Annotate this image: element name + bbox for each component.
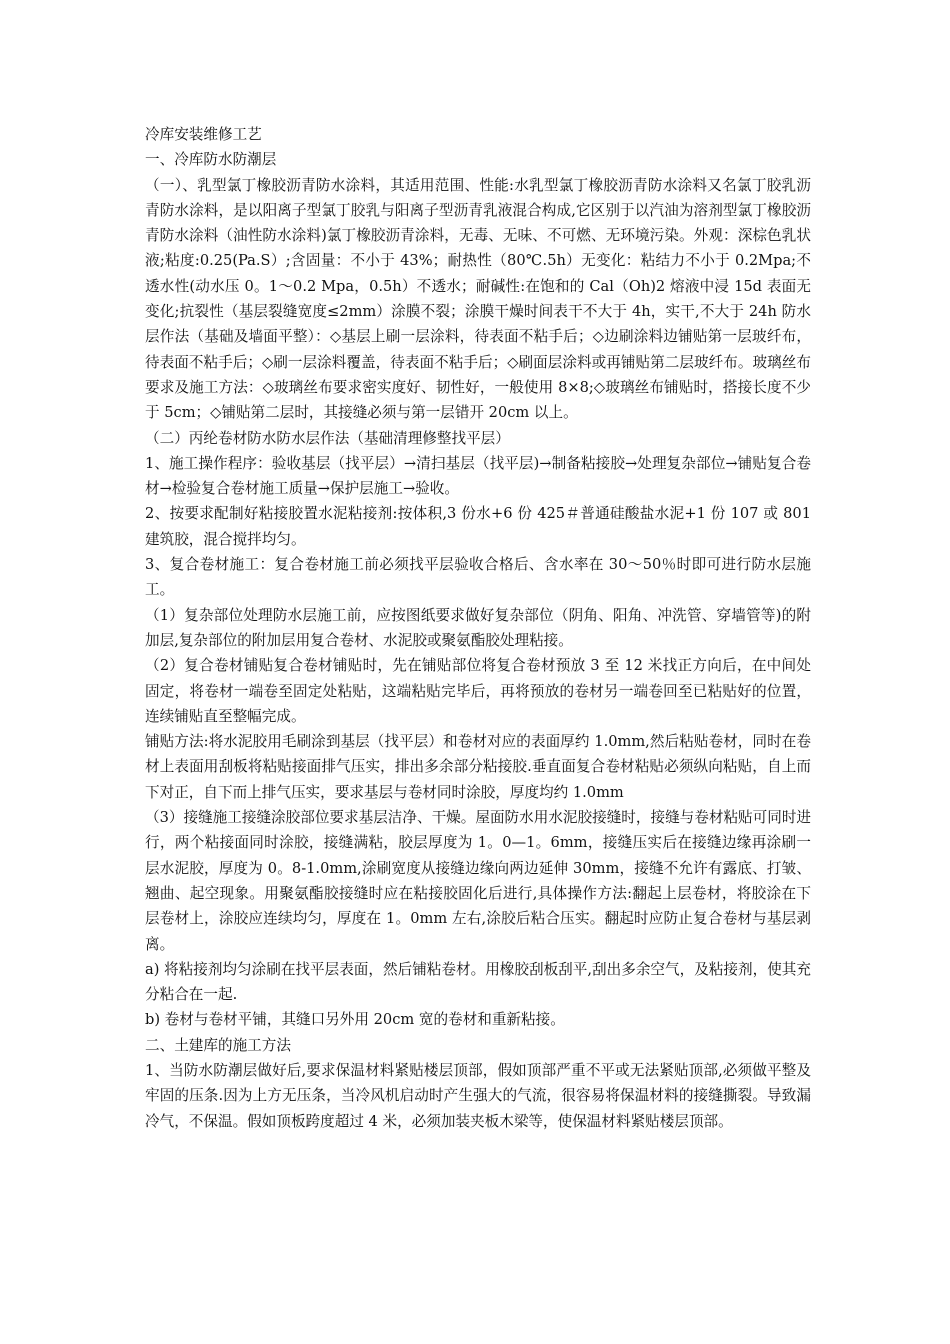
- paragraph: （2）复合卷材铺贴复合卷材铺贴时，先在铺贴部位将复合卷材预放 3 至 12 米找正方向后，在中间处固定，将卷材一端卷至固定处粘贴，这端粘贴完毕后，再将预放的卷材另一端卷回至已粘贴好的位置，连续铺贴直至整幅完成。: [145, 657, 811, 725]
- document-body: [145, 122, 811, 1134]
- list-item: a) 将粘接剂均匀涂刷在找平层表面，然后铺粘卷材。用橡胶刮板刮平,刮出多余空气，及粘接剂，使其充分粘合在一起.: [145, 960, 811, 1004]
- document-title: 冷库安装维修工艺: [145, 126, 262, 143]
- section-heading: 二、土建库的施工方法: [145, 1036, 291, 1054]
- paragraph: 2、按要求配制好粘接胶置水泥粘接剂:按体积,3 份水+6 份 425＃普通硅酸盐水泥+1 份 107 或 801 建筑胶，混合搅拌均匀。: [145, 505, 811, 548]
- paragraph: 1、施工操作程序：验收基层（找平层）→清扫基层（找平层)→制备粘接胶→处理复杂部位→铺贴复合卷材→检验复合卷材施工质量→保护层施工→验收。: [145, 454, 811, 498]
- paragraph: （一）、乳型氯丁橡胶沥青防水涂料，其适用范围、性能:水乳型氯丁橡胶沥青防水涂料又名氯丁胶乳沥青防水涂料，是以阳离子型氯丁胶乳与阳离子型沥青乳液混合构成,它区别于以汽油为溶剂型氯丁橡胶沥青防水涂料（油性防水涂料)氯丁橡胶沥青涂料，无毒、无味、不可燃、无环境污染。外观：深棕色乳状液;粘度:0.25(Pa.S）;含固量：不小于 43%；耐热性（80℃.5h）无变化：粘结力不小于 0.2Mpa;不透水性(动水压 0。1～0.2 Mpa，0.5h）不透水；耐碱性:在饱和的 Cal（Oh)2 熔液中浸 15d 表面无变化;抗裂性（基层裂缝宽度≤2mm）涂膜不裂；涂膜干燥时间表干不大于 4h，实干,不大于 24h 防水层作法（基础及墙面平整）：◇基层上刷一层涂料，待表面不粘手后；◇边刷涂料边铺贴第一层玻纤布，待表面不粘手后；◇刷一层涂料覆盖，待表面不粘手后；◇刷面层涂料或再铺贴第二层玻纤布。玻璃丝布要求及施工方法：◇玻璃丝布要求密实度好、韧性好，一般使用 8×8;◇玻璃丝布铺贴时，搭接长度不少于 5cm；◇铺贴第二层时，其接缝必须与第一层错开 20cm 以上。: [145, 176, 811, 422]
- paragraph: 3、复合卷材施工：复合卷材施工前必须找平层验收合格后、含水率在 30～50％时即可进行防水层施工。: [145, 556, 811, 599]
- paragraph: （1）复杂部位处理防水层施工前，应按图纸要求做好复杂部位（阴角、阳角、冲洗管、穿墙管等)的附加层,复杂部位的附加层用复合卷材、水泥胶或聚氨酯胶处理粘接。: [145, 606, 811, 649]
- paragraph: （3）接缝施工接缝涂胶部位要求基层洁净、干燥。屋面防水用水泥胶接缝时，接缝与卷材粘贴可同时进行，两个粘接面同时涂胶，接缝满粘，胶层厚度为 1。0—1。6mm，接缝压实后在接缝边缘再涂刷一层水泥胶，厚度为 0。8-1.0mm,涂刷宽度从接缝边缘向两边延伸 30mm，接缝不允许有露底、打皱、翘曲、起空现象。用聚氨酯胶接缝时应在粘接胶固化后进行,具体操作方法:翻起上层卷材，将胶涂在下层卷材上，涂胶应连续均匀，厚度在 1。0mm 左右,涂胶后粘合压实。翻起时应防止复合卷材与基层剥离。: [145, 809, 812, 953]
- paragraph: 1、当防水防潮层做好后,要求保温材料紧贴楼层顶部，假如顶部严重不平或无法紧贴顶部,必须做平整及牢固的压条.因为上方无压条，当冷风机启动时产生强大的气流，很容易将保温材料的接缝撕裂。导致漏冷气，不保温。假如顶板跨度超过 4 米，必须加装夹板木梁等，使保温材料紧贴楼层顶部。: [145, 1061, 811, 1130]
- subsection-heading: （二）丙纶卷材防水防水层作法（基础清理修整找平层）: [145, 429, 510, 447]
- list-item: b) 卷材与卷材平铺，其缝口另外用 20cm 宽的卷材和重新粘接。: [145, 1011, 565, 1029]
- paragraph: 铺贴方法:将水泥胶用毛刷涂到基层（找平层）和卷材对应的表面厚约 1.0mm,然后粘贴卷材，同时在卷材上表面用刮板将粘贴接面排气压实，排出多余部分粘接胶.垂直面复合卷材粘贴必须纵向粘贴，自上而下对正，自下而上排气压实，要求基层与卷材同时涂胶，厚度均约 1.0mm: [145, 733, 811, 801]
- section-heading: 一、冷库防水防潮层: [145, 151, 277, 169]
